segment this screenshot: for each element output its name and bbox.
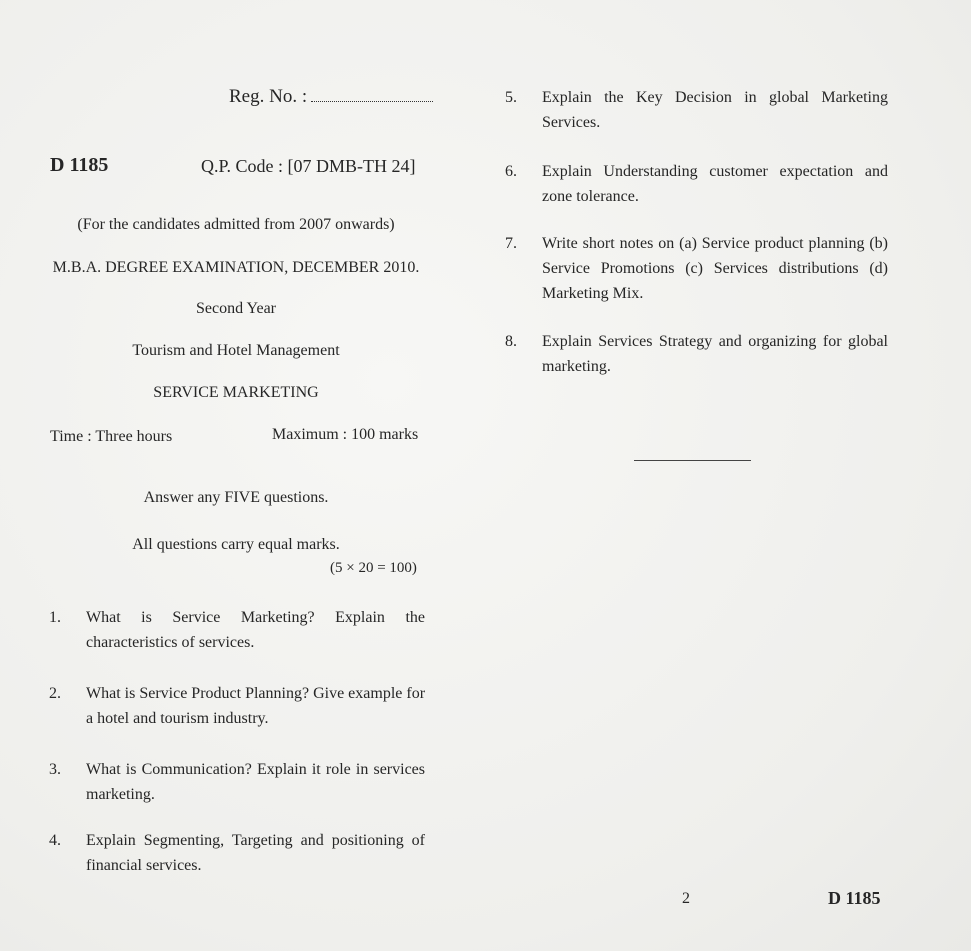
- question-text: Explain Segmenting, Targeting and positioning of financial services.: [86, 832, 425, 874]
- question-number: 5.: [505, 89, 517, 106]
- question-number: 7.: [505, 235, 517, 252]
- exam-time: Time : Three hours: [50, 428, 173, 445]
- question-number: 2.: [49, 685, 61, 702]
- reg-no-blank: [311, 89, 433, 102]
- qp-code: Q.P. Code : [07 DMB-TH 24]: [201, 156, 416, 176]
- exam-year: Second Year: [196, 300, 276, 317]
- candidates-note: (For the candidates admitted from 2007 onwards): [77, 216, 395, 233]
- reg-no-label: Reg. No. :: [229, 86, 308, 107]
- end-rule: [634, 460, 751, 461]
- exam-subject: SERVICE MARKETING: [153, 384, 319, 401]
- exam-branch: Tourism and Hotel Management: [132, 342, 340, 359]
- question-text: Explain Services Strategy and organizing for global marketing.: [542, 333, 888, 375]
- question-text: Write short notes on (a) Service product planning (b) Service Promotions (c) Services distributions (d) Marketing Mix.: [542, 235, 888, 302]
- question-text: Explain Understanding customer expectation and zone tolerance.: [542, 163, 888, 205]
- question-number: 4.: [49, 832, 61, 849]
- question-text: What is Communication? Explain it role in services marketing.: [86, 761, 425, 803]
- footer-paper-code: D 1185: [828, 888, 881, 908]
- question-number: 6.: [505, 163, 517, 180]
- question-number: 1.: [49, 609, 61, 626]
- max-marks: Maximum : 100 marks: [272, 426, 419, 443]
- instruction-answer: Answer any FIVE questions.: [143, 489, 329, 506]
- reg-no-line: [229, 86, 433, 108]
- question-text: What is Service Marketing? Explain the characteristics of services.: [86, 609, 425, 651]
- question-number: 8.: [505, 333, 517, 350]
- marks-formula: (5 × 20 = 100): [330, 560, 417, 576]
- question-number: 3.: [49, 761, 61, 778]
- paper-code: D 1185: [50, 154, 109, 176]
- question-text: Explain the Key Decision in global Marketing Services.: [542, 89, 888, 131]
- page-number: 2: [682, 890, 690, 907]
- degree-title: M.B.A. DEGREE EXAMINATION, DECEMBER 2010.: [52, 259, 420, 276]
- instruction-marks: All questions carry equal marks.: [132, 536, 340, 553]
- question-text: What is Service Product Planning? Give example for a hotel and tourism industry.: [86, 685, 426, 727]
